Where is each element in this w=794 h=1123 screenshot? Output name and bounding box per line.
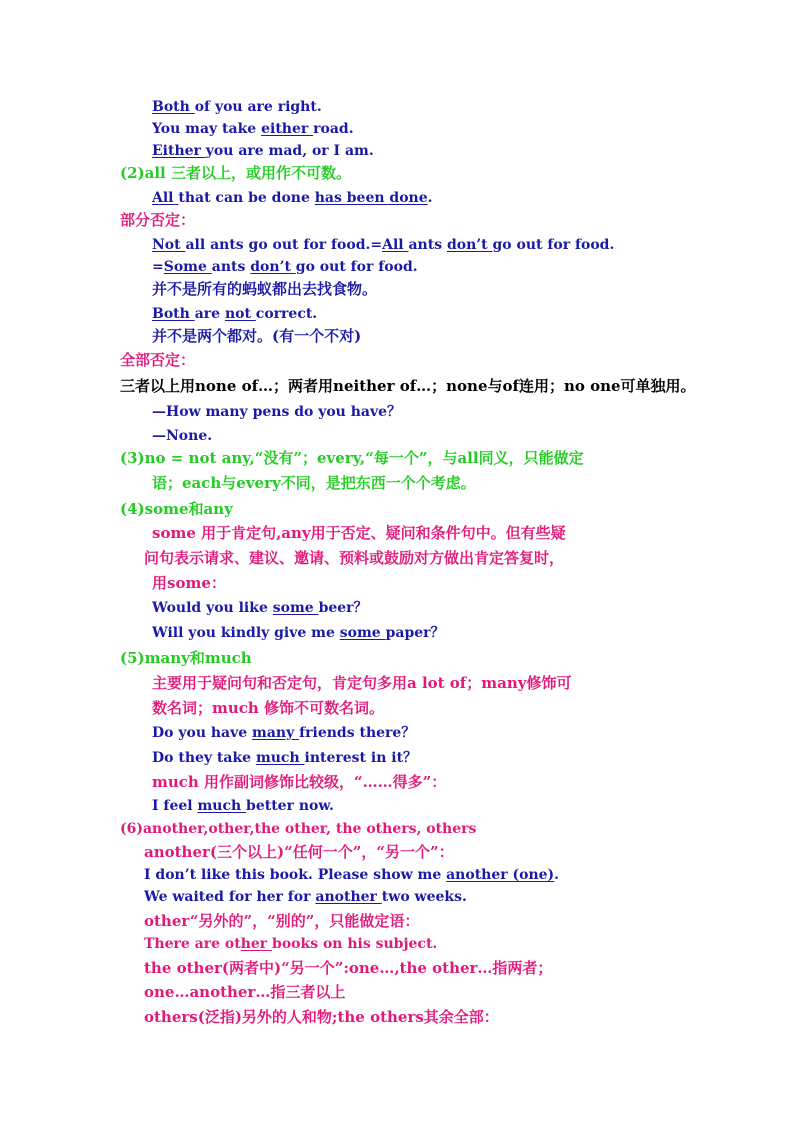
text-segment: beer？ (318, 600, 368, 616)
text-line (152, 749, 417, 767)
text-line (144, 1008, 499, 1026)
text-segment: There are ot (144, 936, 241, 952)
text-segment: you are mad, or I am. (205, 143, 374, 159)
text-line (152, 258, 418, 276)
underlined-keyword: don’t (250, 259, 296, 275)
text-line (152, 674, 571, 692)
text-segment: Do they take (152, 750, 256, 766)
text-line (120, 211, 195, 229)
text-line (144, 843, 454, 861)
text-segment: 数名词；much 修饰不可数名词。 (152, 699, 385, 717)
underlined-keyword: All (382, 237, 409, 253)
text-segment: correct. (255, 306, 318, 322)
text-segment: (4)some和any (120, 500, 233, 518)
underlined-keyword: many (252, 725, 300, 741)
text-segment: ants (211, 259, 251, 275)
text-segment: much 用作副词修饰比较级，“……得多”： (152, 773, 447, 791)
text-line (144, 888, 467, 906)
text-segment: of you are right. (194, 99, 322, 115)
text-segment: 问句表示请求、建议、邀请、预料或鼓励对方做出肯定答复时， (144, 549, 565, 567)
underlined-keyword: much (197, 798, 247, 814)
underlined-keyword: Not (152, 237, 186, 253)
text-segment: Do you have (152, 725, 253, 741)
text-line (152, 724, 415, 742)
text-line (144, 959, 552, 977)
text-line (152, 773, 446, 791)
text-segment: (5)many和much (120, 649, 252, 667)
text-line (152, 236, 614, 254)
text-line (144, 549, 564, 567)
text-segment: You may take (152, 121, 262, 137)
text-segment: the other(两者中)“另一个”:one…,the other…指两者； (144, 959, 553, 977)
text-segment: that can be done (178, 190, 315, 206)
underlined-keyword: another (one) (446, 867, 555, 883)
text-line (152, 574, 226, 592)
text-line (152, 624, 445, 642)
underlined-keyword: Some (163, 259, 212, 275)
text-segment: other“另外的”，“别的”，只能做定语： (144, 912, 420, 930)
text-line (120, 351, 195, 369)
text-line (120, 449, 584, 467)
text-line (152, 98, 322, 116)
text-segment: 并不是两个都对。(有一个不对) (152, 327, 362, 345)
text-line (152, 427, 212, 445)
underlined-keyword: another (315, 889, 382, 905)
underlined-keyword: Both (152, 306, 195, 322)
text-segment: some 用于肯定句,any用于否定、疑问和条件句中。但有些疑 (152, 524, 566, 542)
text-segment: others(泛指)另外的人和物;the others其余全部： (144, 1008, 499, 1026)
underlined-keyword: much (255, 750, 305, 766)
text-segment: (3)no = not any,“没有”；every,“每一个”，与all同义，只能做定 (120, 449, 584, 467)
text-segment: (2)all 三者以上，或用作不可数。 (120, 164, 351, 182)
text-segment: one…another…指三者以上 (144, 983, 346, 1001)
text-line (144, 866, 559, 884)
text-segment: ants (408, 237, 447, 253)
text-segment: 用some： (152, 574, 226, 592)
underlined-keyword: some (339, 625, 386, 641)
text-line (152, 305, 317, 323)
text-line (152, 280, 377, 298)
text-segment: . (427, 190, 433, 206)
text-segment: I don’t like this book. Please show me (144, 867, 447, 883)
underlined-keyword: All (152, 190, 179, 206)
text-segment: Will you kindly give me (152, 625, 340, 641)
text-line (152, 474, 476, 492)
text-segment: 三者以上用none of…；两者用neither of…；none与of连用；no one可单独用。 (120, 377, 696, 395)
underlined-keyword: Either (152, 143, 206, 159)
text-line (120, 820, 476, 838)
text-segment: 语；each与every不同，是把东西一个个考虑。 (152, 474, 476, 492)
text-segment: —How many pens do you have？ (152, 404, 402, 420)
underlined-keyword: not (224, 306, 256, 322)
text-segment: road. (313, 121, 354, 137)
text-line (144, 912, 419, 930)
underlined-keyword: Both (152, 99, 195, 115)
text-segment: We waited for her for (144, 889, 316, 905)
text-line (152, 699, 384, 717)
text-segment: = (152, 259, 164, 275)
text-segment: better now. (246, 798, 334, 814)
text-line (120, 500, 233, 518)
text-line (152, 142, 374, 160)
text-segment: 主要用于疑问句和否定句，肯定句多用a lot of；many修饰可 (152, 674, 572, 692)
text-segment: 并不是所有的蚂蚁都出去找食物。 (152, 280, 378, 298)
text-segment: another(三个以上)“任何一个”，“另一个”： (144, 843, 454, 861)
text-segment: go out for food. (295, 259, 418, 275)
underlined-keyword: her (240, 936, 273, 952)
text-segment: (6)another,other,the other, the others, others (120, 821, 477, 837)
text-segment: Would you like (152, 600, 273, 616)
text-segment: 全部否定： (120, 351, 196, 369)
underlined-keyword: some (272, 600, 319, 616)
text-line (120, 649, 252, 667)
text-line (120, 164, 351, 182)
text-segment: 部分否定： (120, 211, 196, 229)
text-segment: paper？ (385, 625, 445, 641)
text-line (152, 524, 566, 542)
text-segment: interest in it？ (304, 750, 418, 766)
text-line (152, 327, 361, 345)
text-segment: go out for food. (492, 237, 615, 253)
text-segment: I feel (152, 798, 198, 814)
text-segment: books on his subject. (272, 936, 438, 952)
text-segment: . (554, 867, 560, 883)
text-line (152, 599, 368, 617)
underlined-keyword: don’t (446, 237, 493, 253)
text-segment: two weeks. (381, 889, 467, 905)
text-segment: friends there？ (299, 725, 416, 741)
text-line (120, 377, 696, 395)
text-segment: are (194, 306, 225, 322)
text-line (152, 189, 433, 207)
text-segment: all ants go out for food.= (185, 237, 383, 253)
underlined-keyword: has been done (314, 190, 428, 206)
text-line (144, 935, 437, 953)
text-line (144, 983, 345, 1001)
underlined-keyword: either (261, 121, 314, 137)
text-line (152, 797, 334, 815)
text-line (152, 120, 354, 138)
text-line (152, 403, 401, 421)
text-segment: —None. (152, 428, 213, 444)
